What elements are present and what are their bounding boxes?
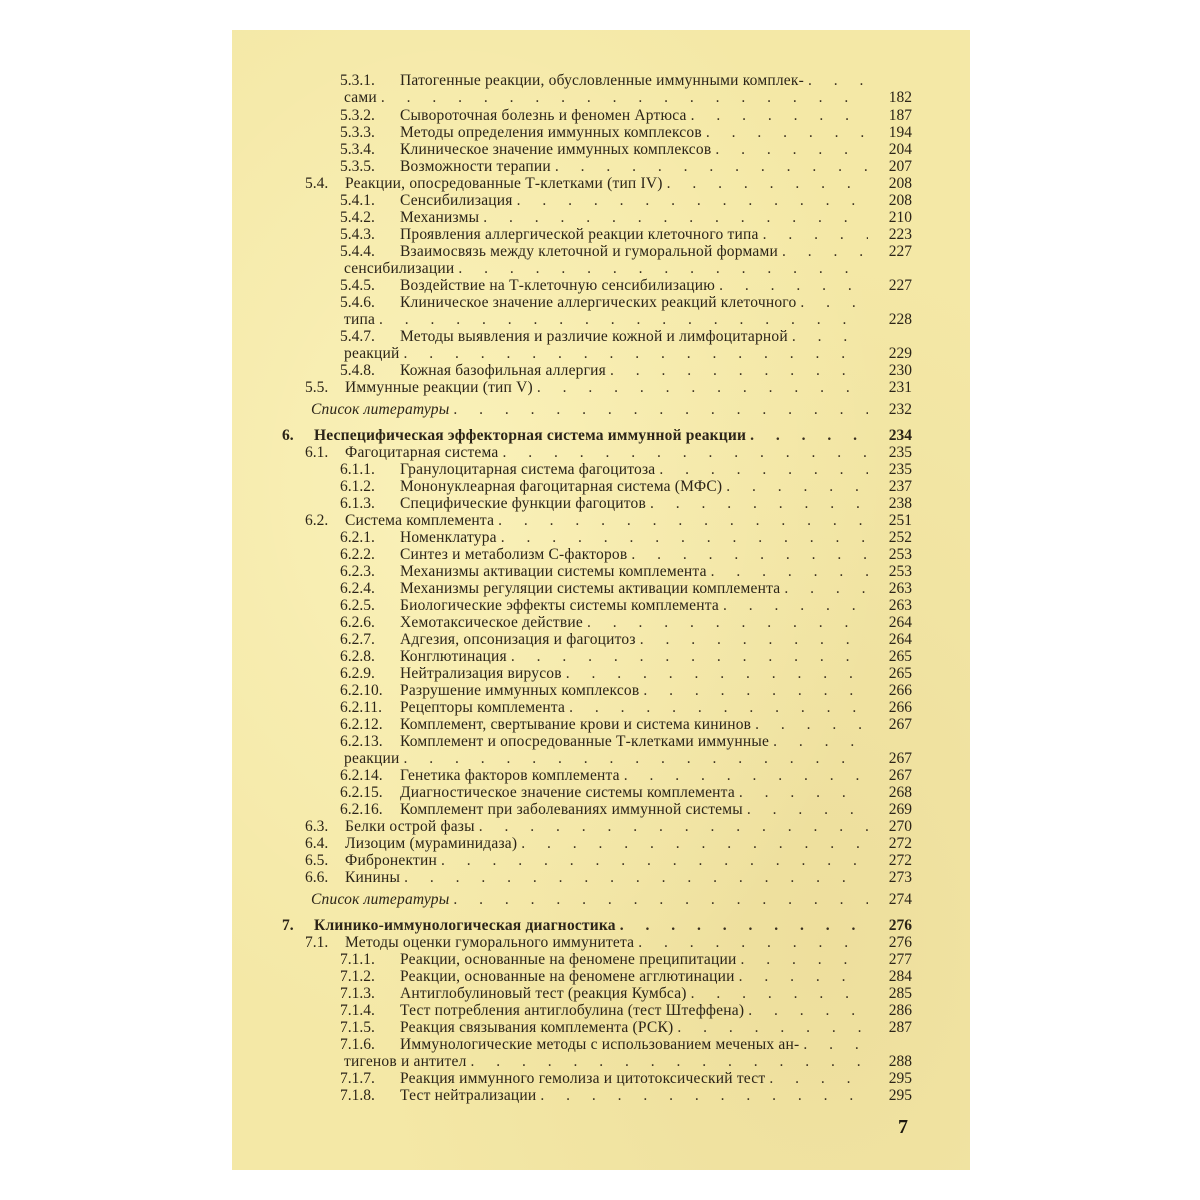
toc-entry-page: 265 xyxy=(888,665,912,682)
toc-entry-title: Методы выявления и различие кожной и лимфоцитарной xyxy=(400,328,788,345)
dot-leader xyxy=(748,1002,868,1019)
dot-leader xyxy=(453,891,868,908)
toc-entry-number: 6. xyxy=(282,427,294,444)
dot-leader xyxy=(441,852,868,869)
toc-entry-page: 194 xyxy=(888,124,912,141)
dot-leader xyxy=(643,682,868,699)
toc-entry xyxy=(305,175,912,192)
toc-entry xyxy=(340,529,912,546)
dot-leader xyxy=(782,243,868,260)
dot-leader xyxy=(610,362,868,379)
toc-entry-number: 5.4.7. xyxy=(340,328,375,345)
dot-leader xyxy=(747,801,868,818)
toc-entry xyxy=(340,784,912,801)
toc-entry-title: Механизмы xyxy=(400,209,480,226)
toc-entry xyxy=(340,226,912,243)
toc-entry-page: 276 xyxy=(888,917,912,934)
toc-entry-title: Реакции, основанные на феномене агглютинации xyxy=(400,968,735,985)
dot-leader xyxy=(740,951,868,968)
toc-entry-number: 7.1.3. xyxy=(340,985,375,1002)
toc-entry-title: Специфические функции фагоцитов xyxy=(400,495,647,512)
dot-leader xyxy=(803,1036,868,1053)
toc-entry-title: Механизмы регуляции системы активации комплемента xyxy=(400,580,781,597)
toc-entry-title: Диагностическое значение системы комплемента xyxy=(400,784,735,801)
toc-entry xyxy=(340,495,912,512)
toc-entry-page: 263 xyxy=(888,597,912,614)
toc-entry-title: реакций xyxy=(344,345,400,362)
toc-entry-page: 204 xyxy=(888,141,912,158)
toc-entry-number: 6.3. xyxy=(305,818,329,835)
toc-entry-number: 5.4.4. xyxy=(340,243,375,260)
toc-entry-page: 223 xyxy=(888,226,912,243)
toc-entry-number: 7.1.8. xyxy=(340,1087,375,1104)
toc-entry-title: Воздействие на Т-клеточную сенсибилизацию xyxy=(400,277,716,294)
toc-entry-number: 6.2.11. xyxy=(340,699,383,716)
toc-entry xyxy=(307,401,912,418)
toc-entry-title: Адгезия, опсонизация и фагоцитоз xyxy=(400,631,636,648)
dot-leader xyxy=(739,968,868,985)
toc-entry-number: 7.1.1. xyxy=(340,951,375,968)
dot-leader xyxy=(677,1019,868,1036)
toc-entry xyxy=(340,209,912,226)
toc-entry-number: 6.2. xyxy=(305,512,329,529)
toc-entry-number: 7.1.4. xyxy=(340,1002,375,1019)
toc-entry xyxy=(344,345,912,362)
toc-entry-number: 5.3.5. xyxy=(340,158,375,175)
dot-leader xyxy=(566,665,868,682)
dot-leader xyxy=(711,563,868,580)
dot-leader xyxy=(773,733,868,750)
toc-entry-page: 267 xyxy=(888,750,912,767)
toc-entry-page: 253 xyxy=(888,546,912,563)
toc-entry-title: Неспецифическая эффекторная система иммунной реакции xyxy=(314,427,747,444)
toc-entry xyxy=(340,328,912,345)
toc-entry-title: Фибронектин xyxy=(345,852,437,869)
toc-entry xyxy=(340,141,912,158)
toc-entry xyxy=(340,124,912,141)
dot-leader xyxy=(517,192,868,209)
toc-entry-page: 251 xyxy=(888,512,912,529)
toc-entry-page: 264 xyxy=(888,631,912,648)
toc-entry xyxy=(340,1019,912,1036)
toc-entry-title: Тест потребления антиглобулина (тест Штеффена) xyxy=(400,1002,745,1019)
dot-leader xyxy=(569,699,868,716)
toc-entry xyxy=(340,1087,912,1104)
toc-entry xyxy=(340,968,912,985)
dot-leader xyxy=(537,379,868,396)
toc-entry-number: 5.4. xyxy=(305,175,329,192)
toc-entry-number: 6.2.15. xyxy=(340,784,383,801)
toc-entry-title: Комплемент и опосредованные Т-клетками иммунные xyxy=(400,733,770,750)
toc-entry-page: 208 xyxy=(888,192,912,209)
dot-leader xyxy=(640,631,868,648)
dot-leader xyxy=(453,401,868,418)
dot-leader xyxy=(620,917,868,934)
toc-entry-number: 7. xyxy=(282,917,294,934)
toc-entry-title: Лизоцим (мураминидаза) xyxy=(345,835,518,852)
toc-entry-page: 286 xyxy=(888,1002,912,1019)
toc-entry xyxy=(305,934,912,951)
toc-entry-title: Клинико-иммунологическая диагностика xyxy=(314,917,616,934)
toc-entry-number: 6.1.1. xyxy=(340,461,375,478)
dot-leader xyxy=(723,597,868,614)
toc-entry-number: 5.3.1. xyxy=(340,72,375,89)
toc-entry xyxy=(305,869,912,886)
dot-leader xyxy=(631,546,868,563)
toc-entry-number: 5.4.5. xyxy=(340,277,375,294)
dot-leader xyxy=(479,818,868,835)
toc-entry-page: 264 xyxy=(888,614,912,631)
toc-entry-number: 6.2.2. xyxy=(340,546,375,563)
toc-entry xyxy=(305,835,912,852)
toc-entry xyxy=(305,379,912,396)
toc-entry-page: 267 xyxy=(888,716,912,733)
toc-entry-page: 263 xyxy=(888,580,912,597)
toc-entry xyxy=(340,580,912,597)
toc-entry-title: Кожная базофильная аллергия xyxy=(400,362,606,379)
toc-entry xyxy=(340,631,912,648)
toc-entry-page: 235 xyxy=(888,444,912,461)
toc-entry xyxy=(340,461,912,478)
toc-entry-number: 6.1. xyxy=(305,444,329,461)
toc-entry-page: 228 xyxy=(888,311,912,328)
toc-entry-number: 6.2.5. xyxy=(340,597,375,614)
toc-entry xyxy=(305,818,912,835)
toc-entry-title: Реакция связывания комплемента (РСК) xyxy=(400,1019,674,1036)
toc-entry xyxy=(340,1002,912,1019)
toc-entry xyxy=(340,546,912,563)
toc-entry-title: Взаимосвязь между клеточной и гуморальной формами xyxy=(400,243,778,260)
toc-entry xyxy=(340,192,912,209)
toc-entry-title: Генетика факторов комплемента xyxy=(400,767,620,784)
toc-entry xyxy=(340,985,912,1002)
toc-entry xyxy=(340,614,912,631)
dot-leader xyxy=(784,580,868,597)
dot-leader xyxy=(691,107,868,124)
toc-entry-title: Рецепторы комплемента xyxy=(400,699,566,716)
toc-entry-page: 277 xyxy=(888,951,912,968)
toc-entry-page: 272 xyxy=(888,852,912,869)
toc-entry-title: Белки острой фазы xyxy=(345,818,475,835)
toc-entry xyxy=(344,260,912,277)
toc-entry-number: 7.1. xyxy=(305,934,329,951)
toc-entry-page: 237 xyxy=(888,478,912,495)
toc-entry-page: 268 xyxy=(888,784,912,801)
toc-entry-number: 6.1.2. xyxy=(340,478,375,495)
dot-leader xyxy=(404,750,868,767)
toc-entry-title: Мононуклеарная фагоцитарная система (МФС) xyxy=(400,478,723,495)
dot-leader xyxy=(769,1070,868,1087)
toc-entry xyxy=(305,512,912,529)
toc-entry-title: Синтез и метаболизм С-факторов xyxy=(400,546,628,563)
dot-leader xyxy=(715,141,868,158)
toc-entry-title: Реакции, опосредованные Т-клетками (тип IV) xyxy=(345,175,663,192)
toc-entry-page: 267 xyxy=(888,767,912,784)
toc-entry xyxy=(307,891,912,908)
toc-entry-page: 187 xyxy=(888,107,912,124)
toc-entry-number: 6.6. xyxy=(305,869,329,886)
toc-entry-title: Конглютинация xyxy=(400,648,507,665)
toc-entry-page: 285 xyxy=(888,985,912,1002)
toc-entry-page: 287 xyxy=(888,1019,912,1036)
toc-entry xyxy=(340,682,912,699)
toc-entry-title: Тест нейтрализации xyxy=(400,1087,537,1104)
toc-entry-title: Реакция иммунного гемолиза и цитотоксический тест xyxy=(400,1070,766,1087)
dot-leader xyxy=(659,461,868,478)
toc-entry xyxy=(340,699,912,716)
toc-entry-title: сенсибилизации xyxy=(344,260,455,277)
dot-leader xyxy=(792,328,868,345)
toc-entry-title: Хемотаксическое действие xyxy=(400,614,583,631)
toc-entry-number: 5.3.3. xyxy=(340,124,375,141)
toc-entry xyxy=(340,243,912,260)
toc-entry-title: реакции xyxy=(344,750,400,767)
toc-entry-title: Фагоцитарная система xyxy=(345,444,499,461)
toc-entry-title: Методы определения иммунных комплексов xyxy=(400,124,702,141)
toc-entry xyxy=(344,89,912,106)
dot-leader xyxy=(483,209,868,226)
toc-entry-page: 253 xyxy=(888,563,912,580)
toc-entry-number: 5.4.6. xyxy=(340,294,375,311)
toc-entry xyxy=(340,362,912,379)
toc-entry-number: 6.2.6. xyxy=(340,614,375,631)
toc-entry-title: тигенов и антител xyxy=(344,1053,467,1070)
toc-entry xyxy=(340,733,912,750)
toc-entry-number: 6.2.3. xyxy=(340,563,375,580)
toc-entry xyxy=(344,311,912,328)
dot-leader xyxy=(511,648,868,665)
toc-entry-page: 238 xyxy=(888,495,912,512)
toc-entry xyxy=(340,597,912,614)
toc-entry-title: Иммунные реакции (тип V) xyxy=(345,379,533,396)
dot-leader xyxy=(763,226,868,243)
toc-entry-number: 5.4.1. xyxy=(340,192,375,209)
toc-entry-number: 6.2.4. xyxy=(340,580,375,597)
toc-entry-title: Патогенные реакции, обусловленные иммунными комплек- xyxy=(400,72,804,89)
toc-entry-page: 227 xyxy=(888,277,912,294)
toc-entry-title: Список литературы xyxy=(311,891,450,908)
toc-entry-number: 6.4. xyxy=(305,835,329,852)
toc-entry-page: 229 xyxy=(888,345,912,362)
dot-leader xyxy=(498,512,868,529)
dot-leader xyxy=(587,614,868,631)
toc-entry-page: 272 xyxy=(888,835,912,852)
toc-entry-number: 5.5. xyxy=(305,379,329,396)
table-of-contents xyxy=(232,30,970,1170)
toc-entry-page: 230 xyxy=(888,362,912,379)
toc-entry-title: Антиглобулиновый тест (реакция Кумбса) xyxy=(400,985,687,1002)
dot-leader xyxy=(750,427,868,444)
toc-entry-title: сами xyxy=(344,89,377,106)
toc-entry-number: 6.2.9. xyxy=(340,665,375,682)
toc-entry-page: 295 xyxy=(888,1087,912,1104)
toc-entry-number: 6.1.3. xyxy=(340,495,375,512)
toc-entry xyxy=(340,801,912,818)
dot-leader xyxy=(800,294,868,311)
toc-entry-page: 234 xyxy=(888,427,912,444)
toc-entry xyxy=(340,665,912,682)
toc-entry-title: Список литературы xyxy=(311,401,450,418)
toc-entry-number: 7.1.5. xyxy=(340,1019,375,1036)
toc-entry xyxy=(282,917,912,934)
toc-entry xyxy=(340,716,912,733)
toc-entry-number: 5.4.3. xyxy=(340,226,375,243)
toc-entry xyxy=(340,277,912,294)
toc-entry-number: 6.2.1. xyxy=(340,529,375,546)
toc-entry xyxy=(305,852,912,869)
toc-entry-title: Иммунологические методы с использованием меченых ан- xyxy=(400,1036,800,1053)
toc-entry-page: 266 xyxy=(888,682,912,699)
toc-entry-number: 6.5. xyxy=(305,852,329,869)
toc-entry-number: 5.4.8. xyxy=(340,362,375,379)
dot-leader xyxy=(691,985,868,1002)
toc-entry xyxy=(340,648,912,665)
toc-entry-number: 6.2.12. xyxy=(340,716,383,733)
dot-leader xyxy=(381,89,868,106)
toc-entry-title: Комплемент при заболеваниях иммунной системы xyxy=(400,801,743,818)
dot-leader xyxy=(404,869,868,886)
toc-entry xyxy=(340,107,912,124)
toc-entry-title: Разрушение иммунных комплексов xyxy=(400,682,640,699)
dot-leader xyxy=(555,158,868,175)
toc-entry-page: 284 xyxy=(888,968,912,985)
toc-entry-page: 266 xyxy=(888,699,912,716)
dot-leader xyxy=(719,277,868,294)
toc-entry-page: 252 xyxy=(888,529,912,546)
toc-entry-title: Проявления аллергической реакции клеточного типа xyxy=(400,226,759,243)
toc-entry-page: 235 xyxy=(888,461,912,478)
toc-entry xyxy=(340,951,912,968)
toc-entry xyxy=(340,563,912,580)
toc-entry-number: 6.2.13. xyxy=(340,733,383,750)
dot-leader xyxy=(624,767,868,784)
toc-entry-number: 6.2.8. xyxy=(340,648,375,665)
toc-entry-title: Механизмы активации системы комплемента xyxy=(400,563,707,580)
toc-entry-title: Сенсибилизация xyxy=(400,192,513,209)
toc-entry xyxy=(344,750,912,767)
toc-entry-title: Нейтрализация вирусов xyxy=(400,665,562,682)
toc-entry-title: Комплемент, свертывание крови и система кининов xyxy=(400,716,752,733)
dot-leader xyxy=(739,784,868,801)
toc-entry-page: 273 xyxy=(888,869,912,886)
toc-entry xyxy=(340,478,912,495)
toc-entry-page: 276 xyxy=(888,934,912,951)
toc-entry-page: 210 xyxy=(888,209,912,226)
toc-entry-title: Номенклатура xyxy=(400,529,497,546)
toc-entry-number: 6.2.14. xyxy=(340,767,383,784)
toc-entry-title: Реакции, основанные на феномене преципитации xyxy=(400,951,737,968)
dot-leader xyxy=(471,1053,868,1070)
toc-entry xyxy=(340,1070,912,1087)
dot-leader xyxy=(808,72,868,89)
dot-leader xyxy=(404,345,868,362)
dot-leader xyxy=(667,175,868,192)
toc-entry-title: Сывороточная болезнь и феномен Артюса xyxy=(400,107,687,124)
toc-entry-title: Клиническое значение иммунных комплексов xyxy=(400,141,712,158)
dot-leader xyxy=(755,716,868,733)
toc-entry-title: типа xyxy=(344,311,376,328)
dot-leader xyxy=(638,934,868,951)
page-number: 7 xyxy=(898,1116,908,1138)
toc-entry-page: 232 xyxy=(888,401,912,418)
toc-entry xyxy=(340,294,912,311)
dot-leader xyxy=(540,1087,868,1104)
toc-entry-number: 6.2.16. xyxy=(340,801,383,818)
dot-leader xyxy=(503,444,869,461)
toc-entry-page: 207 xyxy=(888,158,912,175)
dot-leader xyxy=(726,478,868,495)
toc-entry xyxy=(340,1036,912,1053)
toc-entry xyxy=(340,158,912,175)
toc-entry-page: 227 xyxy=(888,243,912,260)
toc-entry-page: 265 xyxy=(888,648,912,665)
toc-entry xyxy=(305,444,912,461)
toc-entry xyxy=(282,427,912,444)
book-page xyxy=(232,30,970,1170)
toc-entry-title: Возможности терапии xyxy=(400,158,551,175)
toc-entry-title: Методы оценки гуморального иммунитета xyxy=(345,934,635,951)
toc-entry-page: 270 xyxy=(888,818,912,835)
dot-leader xyxy=(521,835,868,852)
toc-entry-title: Гранулоцитарная система фагоцитоза xyxy=(400,461,656,478)
toc-entry-number: 7.1.7. xyxy=(340,1070,375,1087)
dot-leader xyxy=(458,260,868,277)
dot-leader xyxy=(501,529,868,546)
toc-entry-number: 5.3.4. xyxy=(340,141,375,158)
toc-entry-page: 295 xyxy=(888,1070,912,1087)
toc-entry-page: 274 xyxy=(888,891,912,908)
toc-entry xyxy=(344,1053,912,1070)
toc-entry-title: Биологические эффекты системы комплемента xyxy=(400,597,719,614)
dot-leader xyxy=(706,124,868,141)
toc-entry-title: Клиническое значение аллергических реакций клеточного xyxy=(400,294,797,311)
toc-entry-number: 5.3.2. xyxy=(340,107,375,124)
toc-entry-number: 7.1.6. xyxy=(340,1036,375,1053)
dot-leader xyxy=(650,495,868,512)
toc-entry-number: 6.2.10. xyxy=(340,682,383,699)
toc-entry-page: 182 xyxy=(888,89,912,106)
toc-entry-page: 288 xyxy=(888,1053,912,1070)
toc-entry-title: Кинины xyxy=(345,869,401,886)
toc-entry-number: 5.4.2. xyxy=(340,209,375,226)
toc-entry xyxy=(340,767,912,784)
toc-entry xyxy=(340,72,912,89)
toc-entry-title: Система комплемента xyxy=(345,512,495,529)
toc-entry-number: 7.1.2. xyxy=(340,968,375,985)
toc-entry-page: 231 xyxy=(888,379,912,396)
toc-entry-page: 269 xyxy=(888,801,912,818)
toc-entry-page: 208 xyxy=(888,175,912,192)
dot-leader xyxy=(379,311,868,328)
toc-entry-number: 6.2.7. xyxy=(340,631,375,648)
